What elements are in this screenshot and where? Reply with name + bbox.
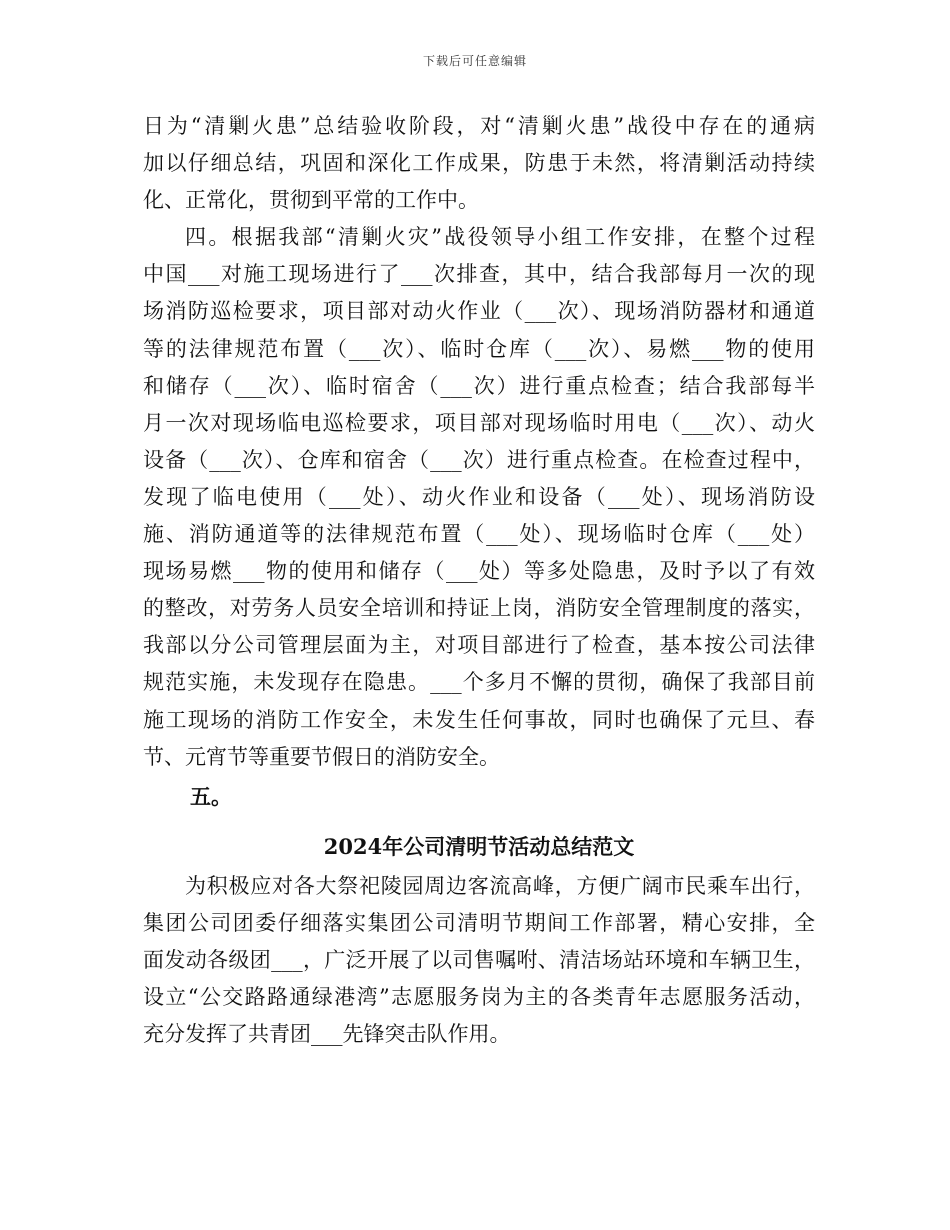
text-line: 化、正常化，贯彻到平常的工作中。 xyxy=(143,188,479,213)
text-line: 中国___对施工现场进行了___次排查，其中，结合我部每月一次的现 xyxy=(143,262,815,287)
text-line: 等的法律规范布置（___次）、临时仓库（___次）、易燃___物的使用 xyxy=(143,336,815,361)
paragraph-section-3 xyxy=(143,108,815,219)
text-line: 施工现场的消防工作安全，未发生任何事故，同时也确保了元旦、春 xyxy=(143,707,815,732)
text-line: 施、消防通道等的法律规范布置（___处）、现场临时仓库（___处） xyxy=(143,522,815,547)
text-line: 日为“清剿火患”总结验收阶段，对“清剿火患”战役中存在的通病 xyxy=(143,114,815,138)
section-5-heading: 五。 xyxy=(190,783,232,809)
text-line: 集团公司团委仔细落实集团公司清明节期间工作部署，精心安排，全 xyxy=(143,910,815,935)
text-line: 规范实施，未发现存在隐患。___个多月不懈的贯彻，确保了我部目前 xyxy=(143,670,815,695)
text-line: 现场易燃___物的使用和储存（___处）等多处隐患，及时予以了有效 xyxy=(143,559,815,584)
text-line: 我部以分公司管理层面为主，对项目部进行了检查，基本按公司法律 xyxy=(143,633,815,658)
text-line: 为积极应对各大祭祀陵园周边客流高峰，方便广阔市民乘车出行， xyxy=(185,873,815,898)
text-line: 和储存（___次）、临时宿舍（___次）进行重点检查；结合我部每半 xyxy=(143,373,815,398)
article-title: 2024年公司清明节活动总结范文 xyxy=(323,833,635,859)
text-line: 设备（___次）、仓库和宿舍（___次）进行重点检查。在检查过程中， xyxy=(143,447,815,472)
text-line: 充分发挥了共青团___先锋突击队作用。 xyxy=(143,1022,511,1047)
document-body xyxy=(143,108,815,1053)
text-line: 加以仔细总结，巩固和深化工作成果，防患于未然，将清剿活动持续 xyxy=(143,151,815,176)
text-line: 发现了临电使用（___处）、动火作业和设备（___处）、现场消防设 xyxy=(143,484,815,509)
paragraph-section-4 xyxy=(143,219,815,775)
text-line: 节、元宵节等重要节假日的消防安全。 xyxy=(143,744,500,769)
text-line: 月一次对现场临电巡检要求，项目部对现场临时用电（___次）、动火 xyxy=(143,410,815,435)
text-line: 设立“公交路路通绿港湾”志愿服务岗为主的各类青年志愿服务活动， xyxy=(143,984,815,1009)
paragraph-article-body xyxy=(143,868,815,1053)
text-line: 的整改，对劳务人员安全培训和持证上岗，消防安全管理制度的落实， xyxy=(143,596,815,621)
page-header-note: 下载后可任意编辑 xyxy=(422,54,527,68)
text-line: 场消防巡检要求，项目部对动火作业（___次）、现场消防器材和通道 xyxy=(143,299,815,324)
text-line: 四。根据我部“清剿火灾”战役领导小组工作安排，在整个过程 xyxy=(185,225,815,250)
text-line: 面发动各级团___，广泛开展了以司售嘱咐、清洁场站环境和车辆卫生， xyxy=(143,947,815,972)
